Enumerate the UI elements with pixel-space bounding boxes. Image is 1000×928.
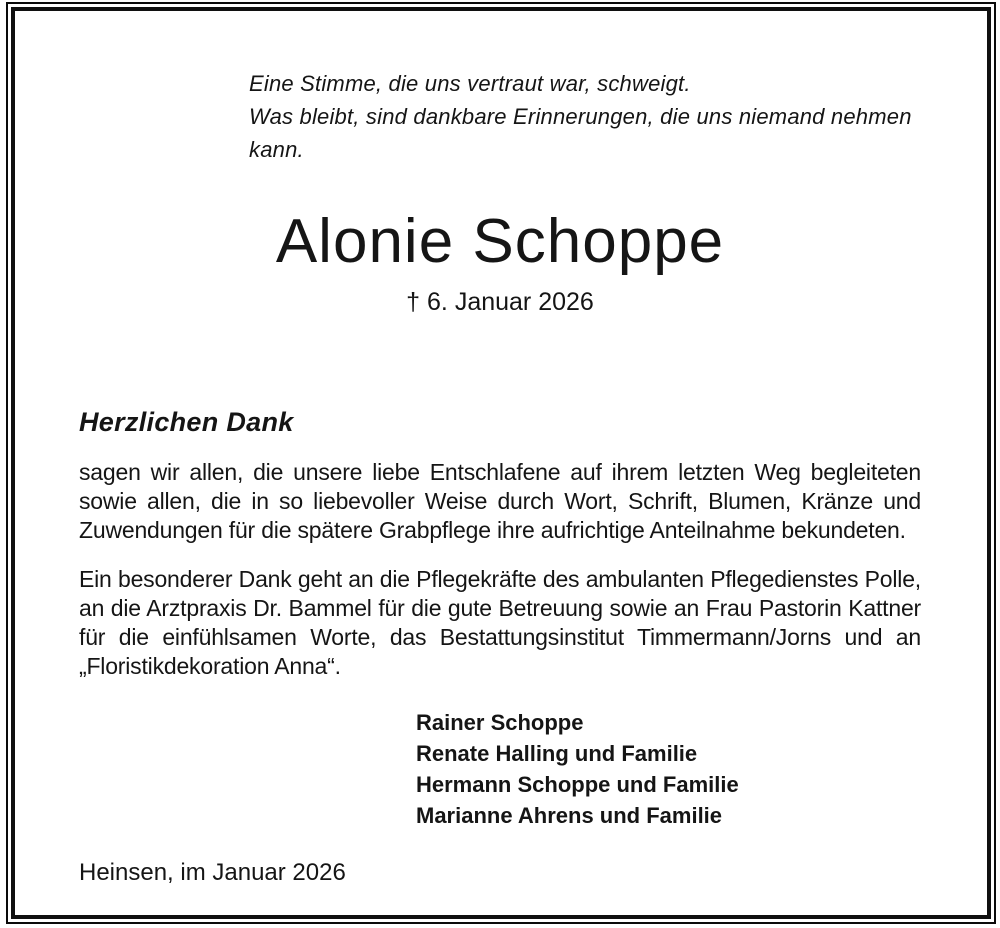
notice-inner-border [11,7,991,919]
deceased-name: Alonie Schoppe [275,207,725,276]
mourner-name: Hermann Schoppe und Familie [416,772,739,798]
mourner-name: Marianne Ahrens und Familie [416,803,723,829]
thanks-paragraph-1: sagen wir allen, die unsere liebe Entschlafene auf ihrem letzten Weg begleiteten sowie allen, die in so liebevoller Weise durch Wort, Schrift, Blumen, Kränze und Zuwendungen für die spätere Grabpflege ihre aufrichtige Anteilnahme bekundeten. [79,459,921,544]
mourner-name: Renate Halling und Familie [416,741,698,767]
mourners-list [416,707,921,831]
thanks-heading: Herzlichen Dank [79,407,294,438]
notice-content [15,11,987,915]
death-date: † 6. Januar 2026 [406,288,594,317]
thanks-paragraph-2: Ein besonderer Dank geht an die Pflegekräfte des ambulanten Pflegedienstes Polle, an die Arztpraxis Dr. Bammel für die gute Betreuung sowie an Frau Pastorin Kattner für die einfühlsamen Worte, das Bestattungsinstitut Timmermann/Jorns und an „Floristikdekoration Anna“. [79,566,921,680]
epigraph-line-2: Was bleibt, sind dankbare Erinnerungen, die uns niemand nehmen kann. [249,104,912,162]
epigraph-line-1: Eine Stimme, die uns vertraut war, schweigt. [249,71,691,96]
notice-outer-border [6,2,996,924]
place-date: Heinsen, im Januar 2026 [79,859,346,887]
epigraph [249,67,921,166]
mourner-name: Rainer Schoppe [416,710,584,736]
